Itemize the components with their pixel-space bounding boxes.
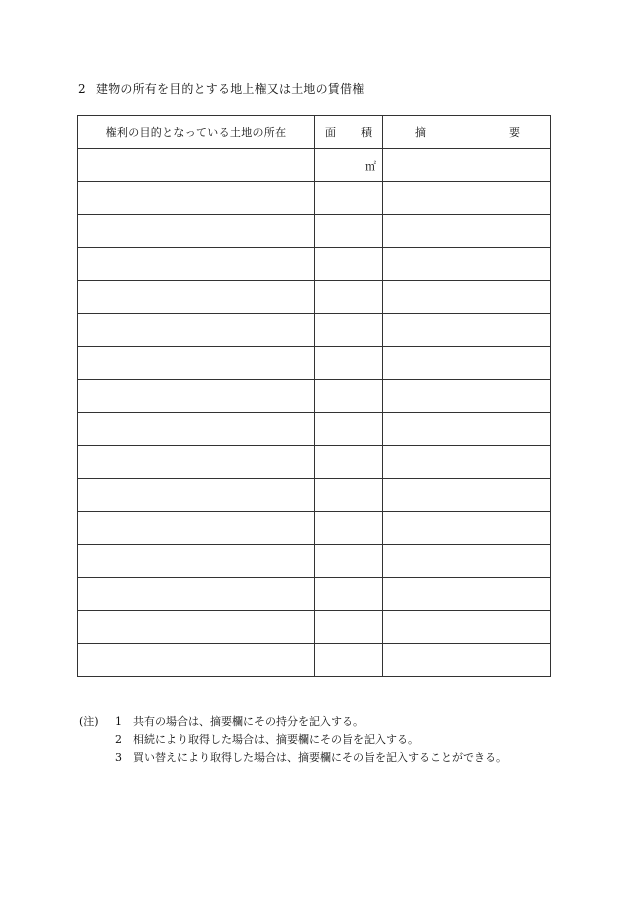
table-row bbox=[78, 380, 551, 413]
land-rights-table bbox=[77, 115, 551, 677]
area-cell[interactable] bbox=[315, 149, 383, 182]
note-prefix: (注) bbox=[79, 715, 99, 728]
area-cell[interactable] bbox=[315, 644, 383, 677]
table-row bbox=[78, 413, 551, 446]
table-row bbox=[78, 347, 551, 380]
summary-cell[interactable] bbox=[383, 347, 551, 380]
table-row bbox=[78, 314, 551, 347]
location-cell[interactable] bbox=[78, 578, 315, 611]
summary-cell[interactable] bbox=[383, 446, 551, 479]
summary-cell[interactable] bbox=[383, 380, 551, 413]
header-location: 権利の目的となっている土地の所在 bbox=[78, 116, 315, 149]
summary-cell[interactable] bbox=[383, 545, 551, 578]
location-cell[interactable] bbox=[78, 215, 315, 248]
location-cell[interactable] bbox=[78, 182, 315, 215]
note-text: 相続により取得した場合は、摘要欄にその旨を記入する。 bbox=[133, 733, 419, 746]
area-cell[interactable] bbox=[315, 545, 383, 578]
summary-cell[interactable] bbox=[383, 479, 551, 512]
location-cell[interactable] bbox=[78, 314, 315, 347]
location-cell[interactable] bbox=[78, 479, 315, 512]
location-cell[interactable] bbox=[78, 149, 315, 182]
header-area-char-2: 積 bbox=[361, 126, 372, 139]
table-row bbox=[78, 248, 551, 281]
summary-cell[interactable] bbox=[383, 611, 551, 644]
area-cell[interactable] bbox=[315, 215, 383, 248]
summary-cell[interactable] bbox=[383, 149, 551, 182]
area-cell[interactable] bbox=[315, 347, 383, 380]
location-cell[interactable] bbox=[78, 281, 315, 314]
table-body bbox=[78, 149, 551, 677]
area-cell[interactable] bbox=[315, 380, 383, 413]
summary-cell[interactable] bbox=[383, 281, 551, 314]
area-unit: ㎡ bbox=[365, 160, 376, 173]
note-text: 共有の場合は、摘要欄にその持分を記入する。 bbox=[133, 715, 364, 728]
summary-cell[interactable] bbox=[383, 182, 551, 215]
table-row bbox=[78, 611, 551, 644]
note-item bbox=[79, 713, 507, 731]
location-cell[interactable] bbox=[78, 347, 315, 380]
table-header-row bbox=[78, 116, 551, 149]
section-heading bbox=[78, 80, 364, 97]
summary-cell[interactable] bbox=[383, 314, 551, 347]
area-cell[interactable] bbox=[315, 182, 383, 215]
header-area-char-1: 面 bbox=[325, 126, 336, 139]
location-cell[interactable] bbox=[78, 380, 315, 413]
note-number: 2 bbox=[115, 733, 122, 746]
table-row bbox=[78, 281, 551, 314]
table-row bbox=[78, 479, 551, 512]
area-cell[interactable] bbox=[315, 413, 383, 446]
location-cell[interactable] bbox=[78, 248, 315, 281]
note-item bbox=[79, 749, 507, 767]
table-row bbox=[78, 644, 551, 677]
note-text: 買い替えにより取得した場合は、摘要欄にその旨を記入することができる。 bbox=[133, 751, 507, 764]
table-row bbox=[78, 545, 551, 578]
area-cell[interactable] bbox=[315, 314, 383, 347]
table-row bbox=[78, 578, 551, 611]
summary-cell[interactable] bbox=[383, 413, 551, 446]
area-cell[interactable] bbox=[315, 281, 383, 314]
table-row bbox=[78, 215, 551, 248]
table-row bbox=[78, 446, 551, 479]
header-area bbox=[315, 116, 383, 149]
area-cell[interactable] bbox=[315, 512, 383, 545]
location-cell[interactable] bbox=[78, 545, 315, 578]
section-number: 2 bbox=[78, 82, 86, 96]
location-cell[interactable] bbox=[78, 644, 315, 677]
table-row bbox=[78, 149, 551, 182]
area-cell[interactable] bbox=[315, 248, 383, 281]
summary-cell[interactable] bbox=[383, 248, 551, 281]
location-cell[interactable] bbox=[78, 611, 315, 644]
area-cell[interactable] bbox=[315, 578, 383, 611]
note-number: 1 bbox=[115, 715, 122, 728]
summary-cell[interactable] bbox=[383, 512, 551, 545]
table-row bbox=[78, 182, 551, 215]
table-row bbox=[78, 512, 551, 545]
summary-cell[interactable] bbox=[383, 644, 551, 677]
header-summary-char-1: 摘 bbox=[415, 126, 426, 139]
note-item bbox=[79, 731, 507, 749]
summary-cell[interactable] bbox=[383, 578, 551, 611]
area-cell[interactable] bbox=[315, 479, 383, 512]
area-cell[interactable] bbox=[315, 611, 383, 644]
summary-cell[interactable] bbox=[383, 215, 551, 248]
note-number: 3 bbox=[115, 751, 122, 764]
location-cell[interactable] bbox=[78, 512, 315, 545]
notes-block bbox=[79, 713, 507, 767]
location-cell[interactable] bbox=[78, 413, 315, 446]
location-cell[interactable] bbox=[78, 446, 315, 479]
header-summary-char-2: 要 bbox=[509, 126, 520, 139]
header-summary bbox=[383, 116, 551, 149]
section-title-text: 建物の所有を目的とする地上権又は土地の賃借権 bbox=[96, 82, 365, 96]
area-cell[interactable] bbox=[315, 446, 383, 479]
